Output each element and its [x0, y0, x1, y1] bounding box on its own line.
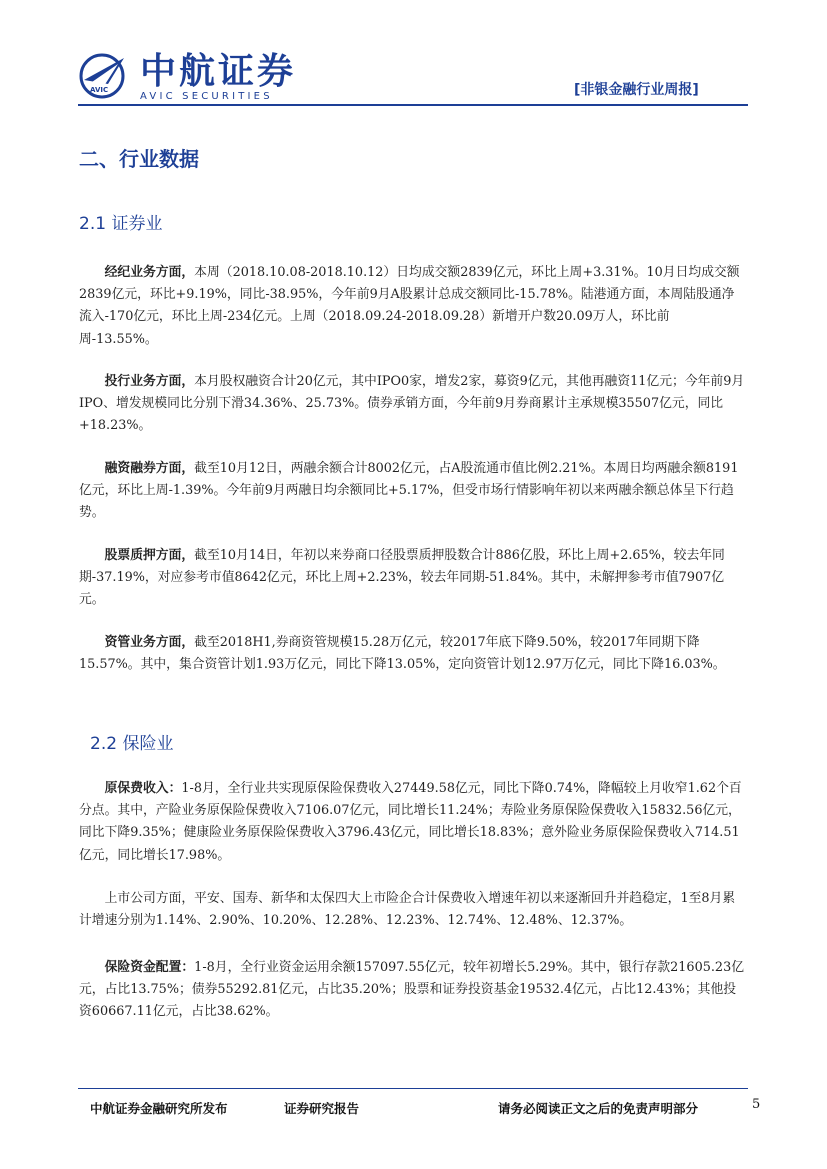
paragraph-investment-banking: [79, 371, 747, 438]
paragraph-fund-allocation: [79, 957, 747, 1024]
paragraph-body: 截至2018H1,券商资管规模15.28万亿元，较2017年底下降9.50%，较2017年同期下降15.57%。其中，集合资管计划1.93万亿元，同比下降13.05%，定向资管计划12.97万亿元，同比下降16.03%。: [79, 635, 726, 673]
svg-text:AVIC: AVIC: [90, 86, 109, 94]
brand-name-cn: 中航证券: [140, 51, 297, 92]
footer-disclaimer: 请务必阅读正文之后的免责声明部分: [498, 1101, 699, 1116]
paragraph-listed-companies: [79, 888, 747, 932]
paragraph-body: 截至10月12日，两融余额合计8002亿元，占A股流通市值比例2.21%。本周日均两融余额8191亿元，环比上周-1.39%。今年前9月两融日均余额同比+5.17%，但受市场行情影响年初以来两融余额总体呈下行趋势。: [79, 461, 739, 521]
paragraph-body: 截至10月14日，年初以来券商口径股票质押股数合计886亿股，环比上周+2.65%，较去年同期-37.19%，对应参考市值8642亿元，环比上周+2.23%，较去年同期-51.84%。其中，未解押参考市值7907亿元。: [79, 548, 725, 608]
paragraph-premium-income: [79, 778, 747, 867]
brand-name-en: AVIC SECURITIES: [140, 91, 273, 102]
footer-divider: [78, 1088, 748, 1089]
report-category: [非银金融行业周报]: [574, 82, 699, 98]
subsection-title-securities: 2.1 证券业: [79, 214, 163, 234]
paragraph-lead: 保险资金配置：: [104, 960, 195, 975]
header-divider: [78, 104, 748, 106]
footer-publisher: 中航证券金融研究所发布: [90, 1101, 228, 1116]
paragraph-lead: 投行业务方面，: [104, 374, 195, 389]
paragraph-brokerage: [79, 262, 747, 351]
paragraph-body: 本月股权融资合计20亿元，其中IPO0家，增发2家，募资9亿元，其他再融资11亿元；今年前9月IPO、增发规模同比分别下滑34.36%、25.73%。债券承销方面，今年前9月券商累计主承规模35507亿元，同比+18.23%。: [79, 374, 745, 434]
paragraph-lead: 融资融券方面，: [104, 461, 195, 476]
paragraph-asset-management: [79, 632, 747, 676]
paragraph-lead: 股票质押方面，: [104, 548, 195, 563]
avic-logo-icon: [78, 50, 130, 100]
paragraph-lead: 经纪业务方面，: [104, 265, 195, 280]
subsection-title-insurance: 2.2 保险业: [90, 734, 174, 754]
footer-report-type: 证券研究报告: [284, 1101, 360, 1116]
paragraph-body: 本周（2018.10.08-2018.10.12）日均成交额2839亿元，环比上周+3.31%。10月日均成交额2839亿元，环比+9.19%，同比-38.95%，今年前9月A股累计总成交额同比-15.78%。陆港通方面，本周陆股通净流入-170亿元，环比上周-234亿元。上周（2018.09.24-2018.09.28）新增开户数20.09万人，环比前周-13.55%。: [79, 265, 740, 347]
page-number: 5: [752, 1097, 761, 1112]
section-title: 二、行业数据: [79, 147, 199, 171]
paragraph-body: 上市公司方面，平安、国寿、新华和太保四大上市险企合计保费收入增速年初以来逐渐回升并趋稳定，1至8月累计增速分别为1.14%、2.90%、10.20%、12.28%、12.23%、12.74%、12.48%、12.37%。: [79, 891, 736, 929]
paragraph-body: 1-8月，全行业共实现原保险保费收入27449.58亿元，同比下降0.74%，降幅较上月收窄1.62个百分点。其中，产险业务原保险保费收入7106.07亿元，同比增长11.24%；寿险业务原保险保费收入15832.56亿元，同比下降9.35%；健康险业务原保险保费收入3796.43亿元，同比增长18.83%；意外险业务原保险保费收入714.51亿元，同比增长17.98%。: [79, 781, 742, 863]
paragraph-lead: 原保费收入：: [104, 781, 182, 796]
paragraph-stock-pledge: [79, 545, 747, 612]
paragraph-body: 1-8月，全行业资金运用余额157097.55亿元，较年初增长5.29%。其中，银行存款21605.23亿元，占比13.75%；债券55292.81亿元，占比35.20%；股票和证券投资基金19532.4亿元，占比12.43%；其他投资60667.11亿元，占比38.62%。: [79, 960, 745, 1020]
paragraph-margin-financing: [79, 458, 747, 525]
paragraph-lead: 资管业务方面，: [104, 635, 195, 650]
